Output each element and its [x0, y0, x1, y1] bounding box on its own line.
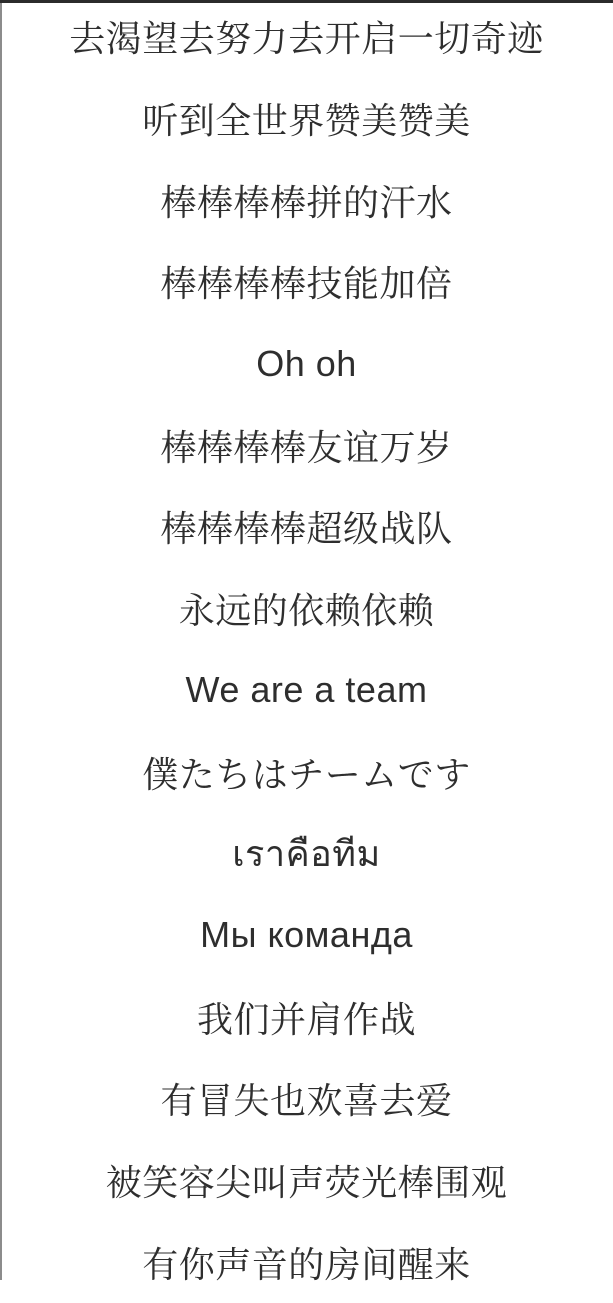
lyric-line: 棒棒棒棒技能加倍: [160, 263, 453, 305]
lyric-line: 有你声音的房间醒来: [142, 1243, 471, 1285]
lyric-line: 我们并肩作战: [196, 998, 416, 1040]
lyric-line: 去渴望去努力去开启一切奇迹: [69, 18, 544, 60]
left-edge-divider: [0, 0, 2, 1280]
top-letterbox-strip: [0, 0, 613, 3]
lyric-line: Oh oh: [256, 342, 357, 384]
lyric-line: 僕たちはチームです: [142, 753, 471, 795]
lyric-line: 棒棒棒棒超级战队: [160, 508, 453, 550]
lyric-line: 被笑容尖叫声荧光棒围观: [105, 1161, 508, 1203]
lyric-line: 永远的依赖依赖: [178, 590, 435, 632]
lyric-line: เราคือทีม: [232, 833, 381, 875]
lyric-line: 棒棒棒棒拼的汗水: [160, 181, 453, 223]
lyric-line: 棒棒棒棒友谊万岁: [160, 426, 453, 468]
lyric-line: We are a team: [185, 669, 428, 711]
lyric-line: 听到全世界赞美赞美: [142, 100, 471, 142]
lyric-line: Мы команда: [200, 914, 413, 956]
lyric-line: 有冒失也欢喜去爱: [160, 1080, 453, 1122]
